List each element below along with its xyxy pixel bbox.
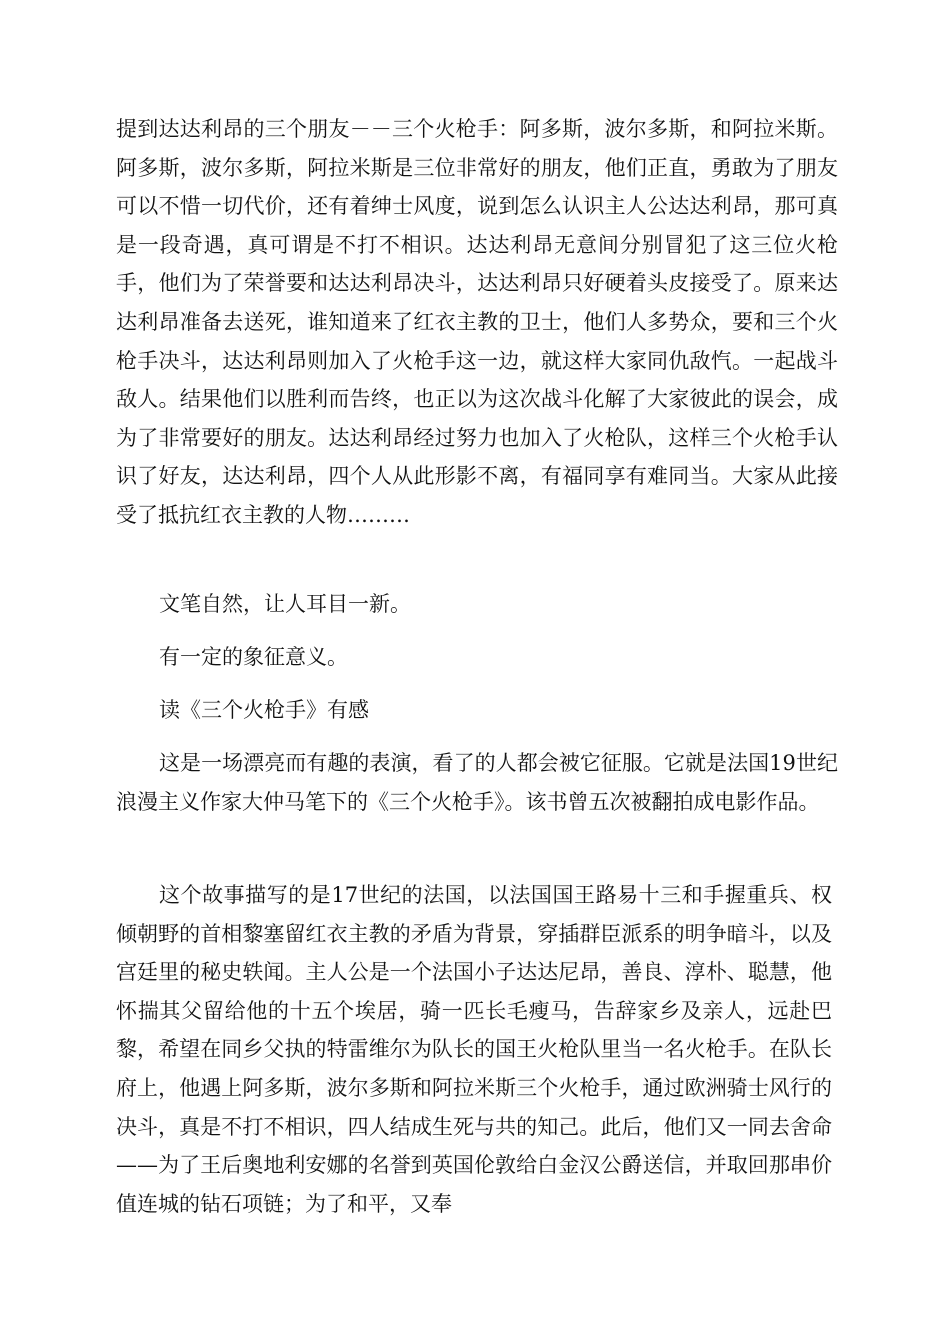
paragraph-story-summary: 这个故事描写的是17世纪的法国，以法国国王路易十三和手握重兵、权倾朝野的首相黎塞留红衣主教的矛盾为背景，穿插群臣派系的明争暗斗，以及宫廷里的秘史轶闻。主人公是一个法国小子达达尼昂，善良、淳朴、聪慧，他怀揣其父留给他的十五个埃居，骑一匹长毛瘦马，告辞家乡及亲人，远赴巴黎，希望在同乡父执的特雷维尔为队长的国王火枪队里当一名火枪手。在队长府上，他遇上阿多斯，波尔多斯和阿拉米斯三个火枪手，通过欧洲骑士风行的决斗，真是不打不相识，四人结成生死与共的知己。此后，他们又一同去舍命——为了王后奥地利安娜的名誉到英国伦敦给白金汉公爵送信，并取回那串价值连城的钻石项链；为了和平，又奉 bbox=[116, 883, 832, 1216]
paragraph-introduction: 这是一场漂亮而有趣的表演，看了的人都会被它征服。它就是法国19世纪浪漫主义作家大仲马笔下的《三个火枪手》。该书曾五次被翻拍成电影作品。 bbox=[116, 751, 838, 814]
paragraph-comment-symbolism: 有一定的象征意义。 bbox=[159, 645, 348, 669]
paragraph-musketeers-friendship: 提到达达利昂的三个朋友－－三个火枪手：阿多斯，波尔多斯，和阿拉米斯。阿多斯，波尔多斯，阿拉米斯是三位非常好的朋友，他们正直，勇敢为了朋友可以不惜一切代价，还有着绅士风度，说到怎么认识主人公达达利昂，那可真是一段奇遇，真可谓是不打不相识。达达利昂无意间分别冒犯了这三位火枪手，他们为了荣誉要和达达利昂决斗，达达利昂只好硬着头皮接受了。原来达达利昂准备去送死，谁知道来了红衣主教的卫士，他们人多势众，要和三个火枪手决斗，达达利昂则加入了火枪手这一边，就这样大家同仇敌忾。一起战斗敌人。结果他们以胜利而告终，也正以为这次战斗化解了大家彼此的误会，成为了非常要好的朋友。达达利昂经过努力也加入了火枪队，这样三个火枪手认识了好友，达达利昂，四个人从此形影不离，有福同享有难同当。大家从此接受了抵抗红衣主教的人物……… bbox=[116, 117, 838, 527]
paragraph-comment-style: 文笔自然，让人耳目一新。 bbox=[159, 592, 411, 616]
essay-title: 读《三个火枪手》有感 bbox=[159, 698, 369, 722]
